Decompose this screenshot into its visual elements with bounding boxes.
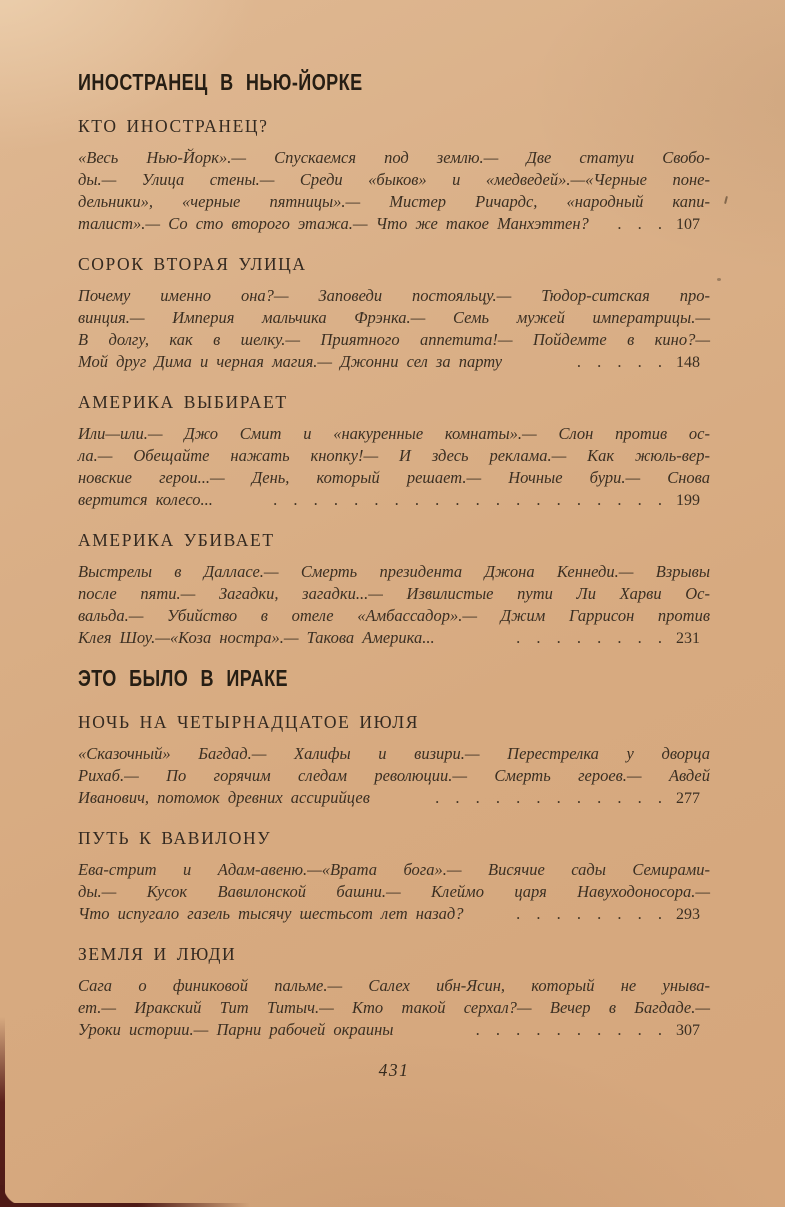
toc-line: Ева-стрит и Адам-авеню.—«Врата бога».— Висячие сады Семирами-	[78, 860, 710, 879]
toc-line: после пяти.— Загадки, загадки...— Извилистые пути Ли Харви Ос-	[78, 584, 710, 603]
book-cover-edge-left	[0, 1017, 5, 1207]
toc-line: новские герои...— День, который решает.— Ночные бури.— Снова	[78, 468, 710, 487]
page-number: 148	[676, 354, 700, 371]
part-title-text: ЭТО БЫЛО В ИРАКЕ	[78, 665, 289, 692]
toc-line-text: Мой друг Дима и черная магия.— Джонни сел за парту	[78, 352, 503, 371]
toc-chapter-night-of-july-14	[78, 712, 710, 810]
chapter-heading: ЗЕМЛЯ И ЛЮДИ	[78, 944, 237, 964]
toc-line: «Сказочный» Багдад.— Халифы и визири.— Перестрелка у дворца	[78, 744, 710, 763]
toc-line-text: вертится колесо...	[78, 490, 213, 509]
part-title	[78, 69, 710, 96]
page-number: 107	[676, 216, 700, 233]
dot-leader: . . . . . . . .	[516, 628, 662, 647]
dot-leader: . . . . . . . . . .	[475, 1020, 662, 1039]
toc-line-text: талист».— Со сто второго этажа.— Что же такое Манхэттен?	[78, 214, 589, 233]
toc-line: Почему именно она?— Заповеди постояльцу.— Тюдор-ситская про-	[78, 286, 710, 305]
toc-last-line	[78, 627, 710, 650]
toc-chapter-road-to-babylon	[78, 828, 710, 926]
dot-leader: . . . . . . . .	[516, 904, 662, 923]
toc-last-line	[78, 903, 710, 926]
folio-page-number: 431	[378, 1060, 410, 1080]
toc-line: ды.— Кусок Вавилонской башни.— Клеймо царя Навуходоносора.—	[78, 882, 710, 901]
toc-last-line	[78, 351, 710, 374]
dot-leader: . . . . . . . . . . . .	[435, 788, 662, 807]
page-number: 277	[676, 790, 700, 807]
chapter-heading: ПУТЬ К ВАВИЛОНУ	[78, 828, 272, 848]
chapter-heading: НОЧЬ НА ЧЕТЫРНАДЦАТОЕ ИЮЛЯ	[78, 712, 420, 732]
dot-leader: . . . . .	[576, 352, 662, 371]
toc-part-foreigner-in-new-york	[78, 69, 710, 650]
toc-line: Выстрелы в Далласе.— Смерть президента Джона Кеннеди.— Взрывы	[78, 562, 710, 581]
chapter-heading: АМЕРИКА УБИВАЕТ	[78, 530, 275, 550]
toc-chapter-who-is-a-foreigner	[78, 116, 710, 236]
chapter-heading: СОРОК ВТОРАЯ УЛИЦА	[78, 254, 307, 274]
toc-last-line	[78, 1019, 710, 1042]
book-cover-edge-bottom	[0, 1203, 250, 1207]
toc-line: вальда.— Убийство в отеле «Амбассадор».— Джим Гаррисон против	[78, 606, 710, 625]
toc-chapter-america-elects	[78, 392, 710, 512]
toc-last-line	[78, 489, 710, 512]
book-cover-edge-corner	[0, 1185, 22, 1207]
part-title-text: ИНОСТРАНЕЦ В НЬЮ-ЙОРКЕ	[78, 69, 363, 96]
toc-line-text: Что испугало газель тысячу шестьсот лет назад?	[78, 904, 464, 923]
toc-last-line	[78, 213, 710, 236]
dot-leader: . . . . . . . . . . . . . . . . . . . .	[273, 490, 662, 509]
toc-line-text: Иванович, потомок древних ассирийцев	[78, 788, 370, 807]
chapter-heading: АМЕРИКА ВЫБИРАЕТ	[78, 392, 288, 412]
part-title	[78, 665, 710, 692]
toc-chapter-land-and-people	[78, 944, 710, 1042]
page-number: 307	[676, 1022, 700, 1039]
toc-line: дельники», «черные пятницы».— Мистер Ричардс, «народный капи-	[78, 192, 710, 211]
page-number: 293	[676, 906, 700, 923]
toc-line: ды.— Улица стены.— Среди «быков» и «медведей».—«Черные поне-	[78, 170, 710, 189]
toc-line: ет.— Иракский Тит Титыч.— Кто такой серхал?— Вечер в Багдаде.—	[78, 998, 710, 1017]
toc-line-text: Уроки истории.— Парни рабочей окраины	[78, 1020, 394, 1039]
toc-line-text: Клея Шоу.—«Коза ностра».— Такова Америка...	[78, 628, 435, 647]
table-of-contents	[78, 69, 710, 1081]
page-number: 231	[676, 630, 700, 647]
toc-line: винция.— Империя мальчика Фрэнка.— Семь мужей императрицы.—	[78, 308, 710, 327]
chapter-heading: КТО ИНОСТРАНЕЦ?	[78, 116, 269, 136]
toc-last-line	[78, 787, 710, 810]
toc-line: Рихаб.— По горячим следам революции.— Смерть героев.— Авдей	[78, 766, 710, 785]
toc-line: Сага о финиковой пальме.— Салех ибн-Ясин, который не уныва-	[78, 976, 710, 995]
dot-leader: . . .	[617, 214, 662, 233]
toc-line: «Весь Нью-Йорк».— Спускаемся под землю.— Две статуи Свобо-	[78, 148, 710, 167]
scan-speck	[724, 196, 728, 204]
toc-line: В долгу, как в шелку.— Приятного аппетита!— Пойдемте в кино?—	[78, 330, 710, 349]
toc-part-it-happened-in-iraq	[78, 665, 710, 1042]
toc-line: Или—или.— Джо Смит и «накуренные комнаты».— Слон против ос-	[78, 424, 710, 443]
toc-chapter-america-kills	[78, 530, 710, 650]
page-number: 199	[676, 492, 700, 509]
toc-line: ла.— Обещайте нажать кнопку!— И здесь реклама.— Как жюль-вер-	[78, 446, 710, 465]
toc-chapter-42nd-street	[78, 254, 710, 374]
scan-speck	[717, 278, 721, 281]
